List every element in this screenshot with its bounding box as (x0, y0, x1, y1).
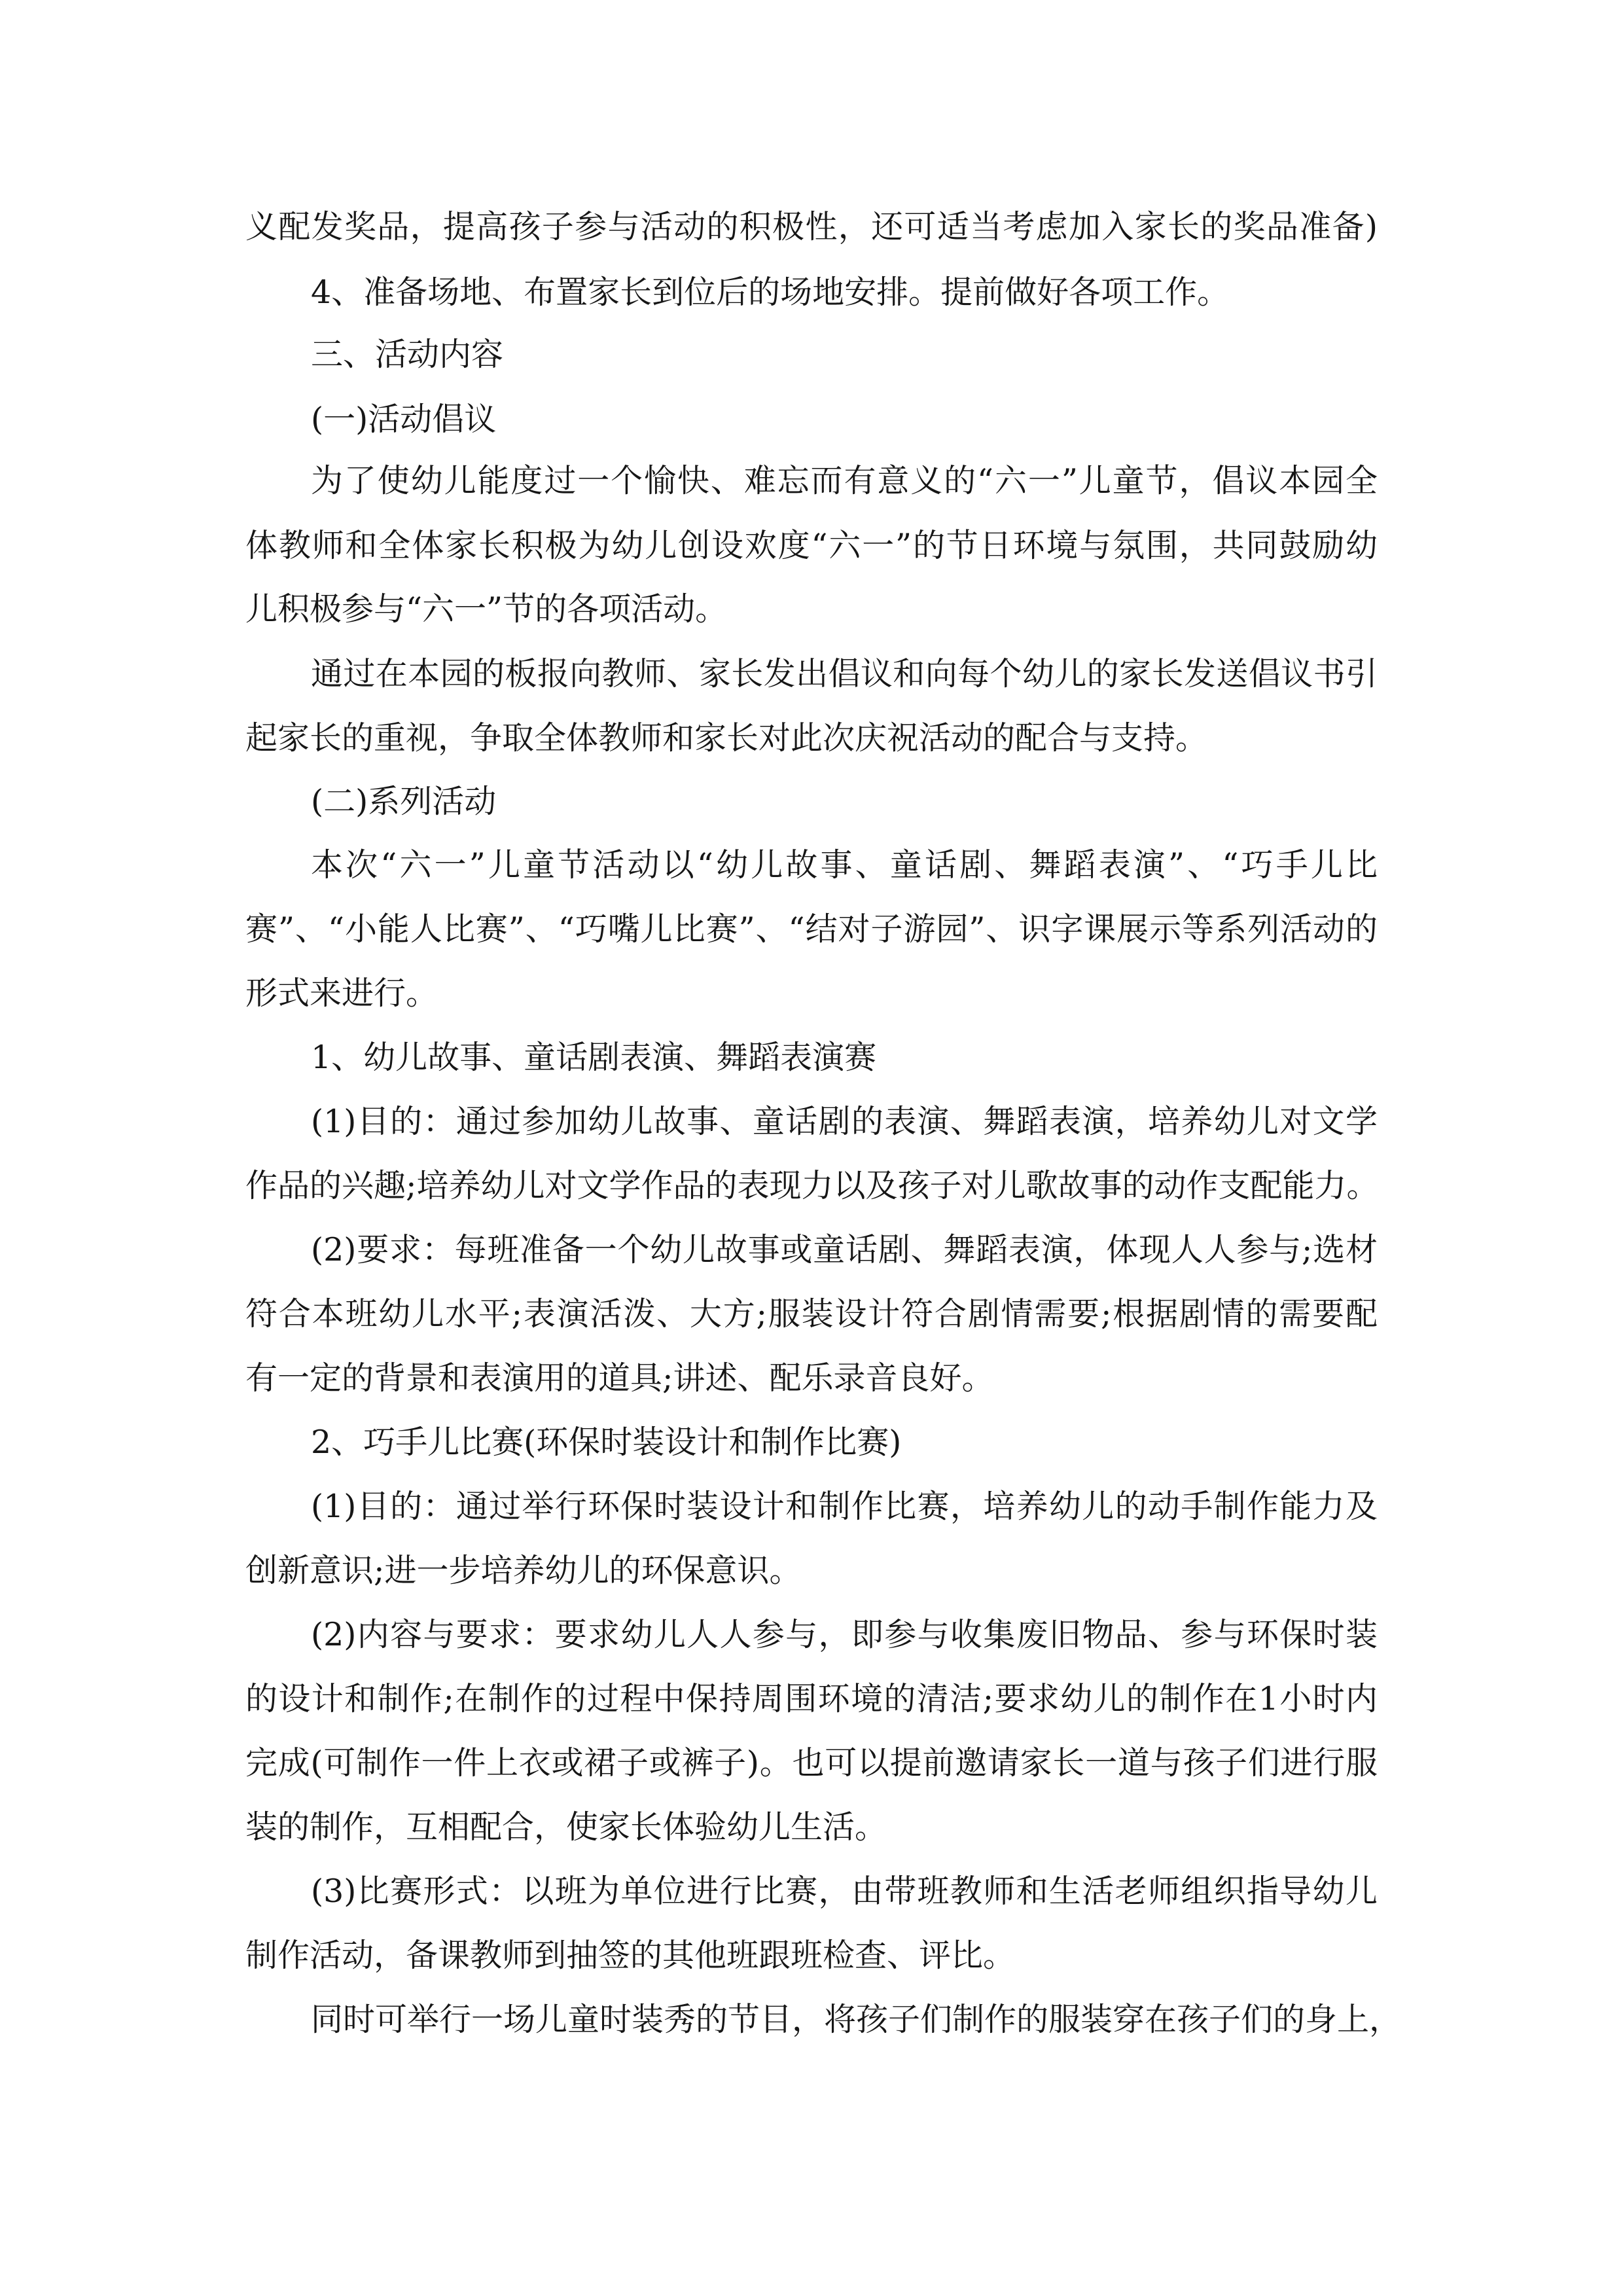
subsection-heading-series-activities: (二)系列活动 (311, 783, 497, 820)
text-line-11: 本次“六一”儿童节活动以“幼儿故事、童话剧、舞蹈表演”、“巧手儿比 (311, 846, 1378, 884)
text-line-26: 装的制作，互相配合，使家长体验幼儿生活。 (245, 1808, 887, 1846)
text-line-16: 作品的兴趣;培养幼儿对文学作品的表现力以及孩子对儿歌故事的动作支配能力。 (245, 1167, 1379, 1204)
text-line-8: 通过在本园的板报向教师、家长发出倡议和向每个幼儿的家长发送倡议书引 (311, 655, 1378, 692)
section-heading-activity-content: 三、活动内容 (311, 336, 504, 373)
text-line-5: 为了使幼儿能度过一个愉快、难忘而有意义的“六一”儿童节，倡议本园全 (311, 462, 1378, 499)
text-line-23: (2)内容与要求：要求幼儿人人参与，即参与收集废旧物品、参与环保时装 (311, 1616, 1378, 1653)
text-line-28: 制作活动，备课教师到抽签的其他班跟班检查、评比。 (245, 1937, 1016, 1974)
item-heading-handicraft-contest: 2、巧手儿比赛(环保时装设计和制作比赛) (311, 1424, 902, 1461)
text-line-19: 有一定的背景和表演用的道具;讲述、配乐录音良好。 (245, 1359, 994, 1397)
text-line-22: 创新意识;进一步培养幼儿的环保意识。 (245, 1552, 802, 1589)
text-line-18: 符合本班幼儿水平;表演活泼、大方;服装设计符合剧情需要;根据剧情的需要配 (245, 1295, 1378, 1333)
text-line-21: (1)目的：通过举行环保时装设计和制作比赛，培养幼儿的动手制作能力及 (311, 1488, 1378, 1525)
text-line-29: 同时可举行一场儿童时装秀的节目，将孩子们制作的服装穿在孩子们的身上， (311, 2001, 1402, 2038)
text-line-13: 形式来进行。 (245, 975, 438, 1012)
text-line-2: 4、准备场地、布置家长到位后的场地安排。提前做好各项工作。 (311, 274, 1230, 311)
text-line-7: 儿积极参与“六一”节的各项活动。 (245, 590, 728, 628)
text-line-27: (3)比赛形式：以班为单位进行比赛，由带班教师和生活老师组织指导幼儿 (311, 1873, 1378, 1910)
text-line-9: 起家长的重视，争取全体教师和家长对此次庆祝活动的配合与支持。 (245, 719, 1208, 757)
text-line-15: (1)目的：通过参加幼儿故事、童话剧的表演、舞蹈表演，培养幼儿对文学 (311, 1103, 1378, 1140)
subsection-heading-activity-initiative: (一)活动倡议 (311, 401, 497, 438)
item-heading-story-drama-dance: 1、幼儿故事、童话剧表演、舞蹈表演赛 (311, 1039, 877, 1076)
text-line-12: 赛”、“小能人比赛”、“巧嘴儿比赛”、“结对子游园”、识字课展示等系列活动的 (245, 910, 1378, 948)
text-line-17: (2)要求：每班准备一个幼儿故事或童话剧、舞蹈表演，体现人人参与;选材 (311, 1231, 1378, 1268)
text-line-6: 体教师和全体家长积极为幼儿创设欢度“六一”的节日环境与氛围，共同鼓励幼 (245, 527, 1378, 564)
text-line-24: 的设计和制作;在制作的过程中保持周围环境的清洁;要求幼儿的制作在1小时内 (245, 1680, 1378, 1717)
text-line-1: 义配发奖品，提高孩子参与活动的积极性，还可适当考虑加入家长的奖品准备) (245, 208, 1378, 245)
text-line-25: 完成(可制作一件上衣或裙子或裤子)。也可以提前邀请家长一道与孩子们进行服 (245, 1744, 1378, 1782)
